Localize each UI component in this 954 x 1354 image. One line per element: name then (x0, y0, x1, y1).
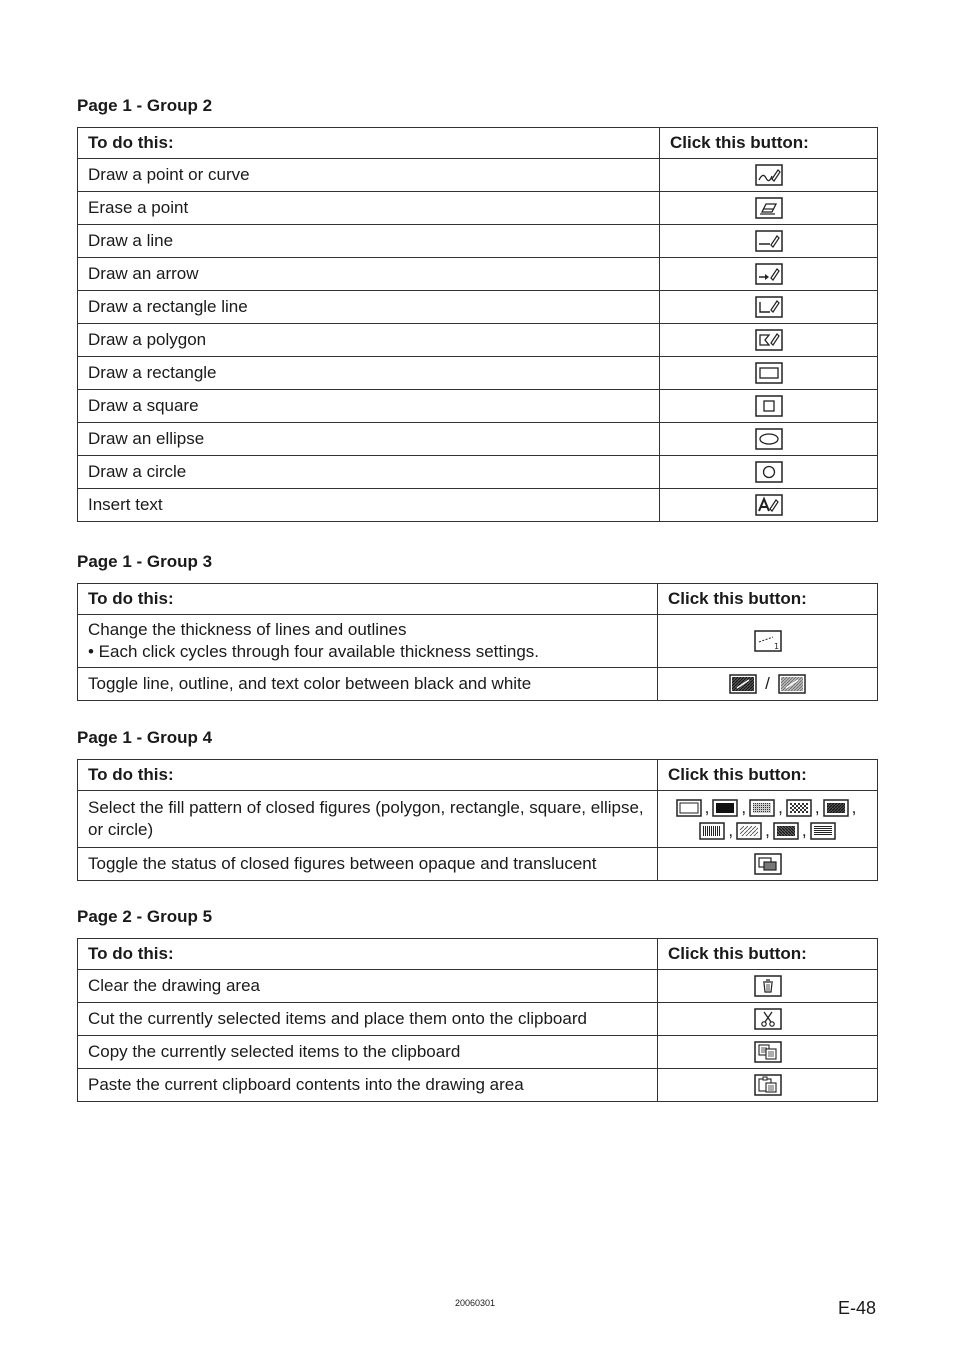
button-cell (658, 848, 878, 881)
action-text: Change the thickness of lines and outlines (88, 620, 407, 639)
table-row (78, 456, 878, 489)
button-cell (660, 225, 878, 258)
button-table (77, 759, 878, 881)
insert-text-icon[interactable] (755, 494, 783, 516)
action-note: • Each click cycles through four available thickness settings. (88, 642, 539, 661)
svg-text:1: 1 (773, 642, 779, 652)
button-cell (658, 1003, 878, 1036)
button-cell (658, 1069, 878, 1102)
separator: , (741, 798, 747, 817)
fill-dense-icon[interactable] (749, 799, 775, 817)
section-heading: Page 2 - Group 5 (77, 907, 213, 926)
draw-rectangle-line-icon[interactable] (755, 296, 783, 318)
column-header-button: Click this button: (658, 584, 878, 615)
table-row (78, 970, 878, 1003)
action-cell: Toggle the status of closed figures between opaque and translucent (78, 848, 658, 881)
action-cell: Copy the currently selected items to the clipboard (78, 1036, 658, 1069)
table-header-row (78, 584, 878, 615)
table-header-row (78, 128, 878, 159)
table-row (78, 489, 878, 522)
column-header-action: To do this: (78, 584, 658, 615)
separator: , (704, 798, 710, 817)
column-header-button: Click this button: (660, 128, 878, 159)
column-header-action: To do this: (78, 760, 658, 791)
table-row (78, 1003, 878, 1036)
action-cell: Draw a square (78, 390, 660, 423)
action-cell: Erase a point (78, 192, 660, 225)
table-row (78, 192, 878, 225)
table-row (78, 324, 878, 357)
section-group-3 (77, 551, 877, 701)
table-row (78, 1069, 878, 1102)
action-cell: Draw a rectangle line (78, 291, 660, 324)
scissors-icon[interactable] (754, 1008, 782, 1030)
button-cell (660, 192, 878, 225)
section-heading: Page 1 - Group 4 (77, 728, 213, 747)
action-cell: Draw an arrow (78, 258, 660, 291)
fill-empty-icon[interactable] (676, 799, 702, 817)
section-heading: Page 1 - Group 3 (77, 552, 213, 571)
copy-icon[interactable] (754, 1041, 782, 1063)
trash-icon[interactable] (754, 975, 782, 997)
button-cell (658, 668, 878, 701)
rectangle-icon[interactable] (755, 362, 783, 384)
separator: , (728, 820, 734, 840)
ellipse-icon[interactable] (755, 428, 783, 450)
fill-solid-icon[interactable] (712, 799, 738, 817)
table-row (78, 1036, 878, 1069)
square-icon[interactable] (755, 395, 783, 417)
fill-checker-icon[interactable] (786, 799, 812, 817)
separator: , (778, 798, 783, 817)
table-row (78, 848, 878, 881)
draw-polygon-icon[interactable] (755, 329, 783, 351)
table-header-row (78, 939, 878, 970)
eraser-icon[interactable] (755, 197, 783, 219)
draw-curve-icon[interactable] (755, 164, 783, 186)
color-white-icon[interactable] (778, 674, 806, 694)
fill-pattern-row-1 (662, 796, 873, 819)
fill-vertical-icon[interactable] (699, 822, 725, 840)
action-cell (78, 615, 658, 668)
action-cell: Draw a rectangle (78, 357, 660, 390)
button-cell (660, 291, 878, 324)
opacity-toggle-icon[interactable] (754, 853, 782, 875)
separator: , (814, 798, 820, 817)
action-cell: Draw a circle (78, 456, 660, 489)
action-cell: Insert text (78, 489, 660, 522)
button-table (77, 938, 878, 1102)
table-row (78, 390, 878, 423)
table-row (78, 258, 878, 291)
line-thickness-icon[interactable] (754, 630, 782, 652)
button-cell (660, 390, 878, 423)
table-row (78, 159, 878, 192)
fill-diagonal-light-icon[interactable] (736, 822, 762, 840)
button-cell (658, 970, 878, 1003)
action-cell: Toggle line, outline, and text color between black and white (78, 668, 658, 701)
fill-diagonal-reverse-icon[interactable] (773, 822, 799, 840)
column-header-button: Click this button: (658, 760, 878, 791)
separator: , (765, 820, 770, 840)
paste-icon[interactable] (754, 1074, 782, 1096)
button-cell (660, 159, 878, 192)
button-cell (658, 1036, 878, 1069)
fill-horizontal-icon[interactable] (810, 822, 836, 840)
column-header-button: Click this button: (658, 939, 878, 970)
button-cell (658, 791, 878, 848)
separator: , (851, 798, 857, 817)
button-cell (658, 615, 878, 668)
table-row (78, 225, 878, 258)
table-row (78, 357, 878, 390)
action-cell: Draw an ellipse (78, 423, 660, 456)
separator: / (765, 674, 770, 694)
section-group-2 (77, 95, 877, 522)
column-header-action: To do this: (78, 939, 658, 970)
button-cell (660, 489, 878, 522)
section-heading: Page 1 - Group 2 (77, 96, 213, 115)
button-table (77, 583, 878, 701)
page-number: E-48 (838, 1298, 877, 1318)
table-row (78, 291, 878, 324)
button-cell (660, 456, 878, 489)
action-cell: Select the fill pattern of closed figures (polygon, rectangle, square, ellipse, or circle) (78, 791, 658, 848)
button-cell (660, 324, 878, 357)
action-cell: Paste the current clipboard contents into the drawing area (78, 1069, 658, 1102)
button-cell (660, 357, 878, 390)
fill-diagonal-dense-icon[interactable] (823, 799, 849, 817)
action-cell: Draw a polygon (78, 324, 660, 357)
section-group-4 (77, 727, 877, 881)
separator: , (801, 820, 807, 840)
fill-pattern-row-2 (662, 819, 873, 842)
table-row (78, 791, 878, 848)
action-cell: Clear the drawing area (78, 970, 658, 1003)
circle-icon[interactable] (755, 461, 783, 483)
table-row (78, 668, 878, 701)
action-cell: Cut the currently selected items and place them onto the clipboard (78, 1003, 658, 1036)
button-table (77, 127, 878, 522)
column-header-action: To do this: (78, 128, 660, 159)
table-header-row (78, 760, 878, 791)
color-black-icon[interactable] (729, 674, 757, 694)
button-cell (660, 258, 878, 291)
draw-arrow-icon[interactable] (755, 263, 783, 285)
footer-code: 20060301 (455, 1298, 496, 1308)
action-cell: Draw a point or curve (78, 159, 660, 192)
table-row (78, 423, 878, 456)
button-cell (660, 423, 878, 456)
action-cell: Draw a line (78, 225, 660, 258)
section-group-5 (77, 906, 877, 1102)
table-row (78, 615, 878, 668)
draw-line-icon[interactable] (755, 230, 783, 252)
